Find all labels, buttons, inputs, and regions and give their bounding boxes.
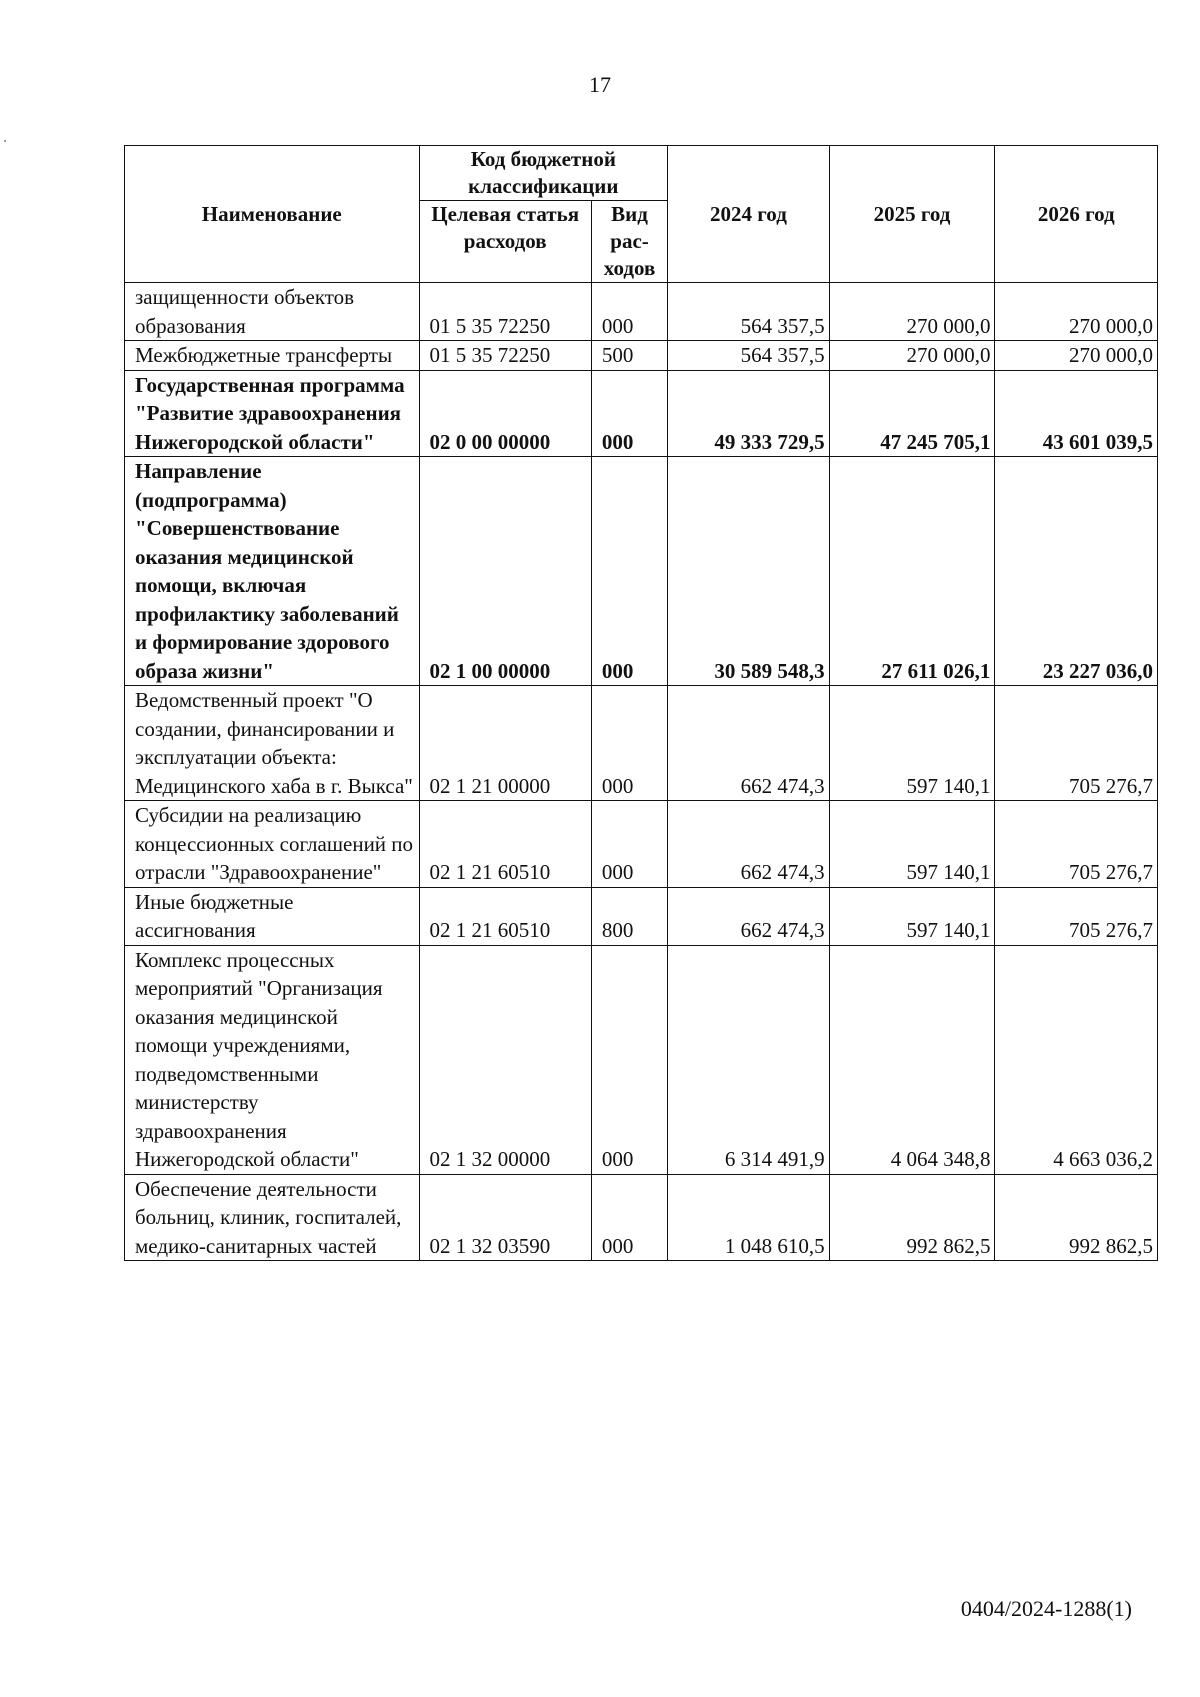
- row-code-cell: 02 1 00 00000: [419, 457, 591, 686]
- table-row: [125, 457, 1158, 686]
- row-2026-cell: 705 276,7: [995, 686, 1158, 801]
- row-2026-cell: 270 000,0: [995, 341, 1158, 371]
- header-name: Наименование: [125, 146, 420, 283]
- header-expense-kind: Вид рас-ходов: [591, 201, 667, 283]
- row-2026-cell: 23 227 036,0: [995, 457, 1158, 686]
- row-name-cell: Государственная программа "Развитие здравоохранения Нижегородской области": [125, 370, 420, 457]
- row-name-cell: Ведомственный проект "О создании, финансировании и эксплуатации объекта: Медицинского хаба в г. Выкса": [125, 686, 420, 801]
- row-kind-cell: 000: [591, 1174, 667, 1261]
- row-2025-cell: 4 064 348,8: [829, 945, 995, 1174]
- row-name-cell: Субсидии на реализацию концессионных соглашений по отрасли "Здравоохранение": [125, 801, 420, 888]
- page-number: 17: [589, 72, 611, 97]
- row-name-cell: Обеспечение деятельности больниц, клиник, госпиталей, медико-санитарных частей: [125, 1174, 420, 1261]
- row-2024-cell: 662 474,3: [668, 801, 829, 888]
- row-code-cell: 02 1 21 60510: [419, 887, 591, 945]
- row-kind-cell: 000: [591, 283, 667, 341]
- table-row: [125, 283, 1158, 341]
- row-kind-cell: 800: [591, 887, 667, 945]
- table-row: [125, 887, 1158, 945]
- budget-table: [124, 145, 1158, 1261]
- row-2024-cell: 30 589 548,3: [668, 457, 829, 686]
- table-row: [125, 945, 1158, 1174]
- row-code-cell: 01 5 35 72250: [419, 341, 591, 371]
- row-code-cell: 01 5 35 72250: [419, 283, 591, 341]
- row-code-cell: 02 1 32 03590: [419, 1174, 591, 1261]
- header-code-group: Код бюджетной классификации: [419, 146, 668, 201]
- header-2025: 2025 год: [829, 146, 995, 283]
- row-2025-cell: 992 862,5: [829, 1174, 995, 1261]
- row-kind-cell: 500: [591, 341, 667, 371]
- row-kind-cell: 000: [591, 801, 667, 888]
- row-name-cell: Направление (подпрограмма) "Совершенствование оказания медицинской помощи, включая профилактику заболеваний и формирование здорового образа жизни": [125, 457, 420, 686]
- header-target-article: Целевая статья расходов: [419, 201, 591, 283]
- table-row: [125, 1174, 1158, 1261]
- row-code-cell: 02 1 21 60510: [419, 801, 591, 888]
- row-name-cell: Комплекс процессных мероприятий "Организация оказания медицинской помощи учреждениями, подведомственными министерству здравоохранения Нижегородской области": [125, 945, 420, 1174]
- row-2024-cell: 662 474,3: [668, 887, 829, 945]
- row-name-cell: Иные бюджетные ассигнования: [125, 887, 420, 945]
- table-row: [125, 686, 1158, 801]
- row-2024-cell: 662 474,3: [668, 686, 829, 801]
- table-body: [125, 283, 1158, 1261]
- row-name-cell: Межбюджетные трансферты: [125, 341, 420, 371]
- row-2026-cell: 4 663 036,2: [995, 945, 1158, 1174]
- row-kind-cell: 000: [591, 945, 667, 1174]
- document-reference: 0404/2024-1288(1): [960, 1596, 1132, 1621]
- table-row: [125, 370, 1158, 457]
- row-2024-cell: 564 357,5: [668, 341, 829, 371]
- row-name-cell: защищенности объектов образования: [125, 283, 420, 341]
- row-2024-cell: 6 314 491,9: [668, 945, 829, 1174]
- row-kind-cell: 000: [591, 457, 667, 686]
- table-row: [125, 801, 1158, 888]
- row-2026-cell: 992 862,5: [995, 1174, 1158, 1261]
- row-2026-cell: 270 000,0: [995, 283, 1158, 341]
- row-2026-cell: 43 601 039,5: [995, 370, 1158, 457]
- header-2026: 2026 год: [995, 146, 1158, 283]
- row-2025-cell: 597 140,1: [829, 801, 995, 888]
- row-2025-cell: 27 611 026,1: [829, 457, 995, 686]
- row-2024-cell: 49 333 729,5: [668, 370, 829, 457]
- row-2024-cell: 564 357,5: [668, 283, 829, 341]
- row-kind-cell: 000: [591, 370, 667, 457]
- row-kind-cell: 000: [591, 686, 667, 801]
- row-2025-cell: 270 000,0: [829, 283, 995, 341]
- row-2026-cell: 705 276,7: [995, 801, 1158, 888]
- row-2026-cell: 705 276,7: [995, 887, 1158, 945]
- row-code-cell: 02 0 00 00000: [419, 370, 591, 457]
- row-2024-cell: 1 048 610,5: [668, 1174, 829, 1261]
- row-code-cell: 02 1 21 00000: [419, 686, 591, 801]
- scan-artifact: [4, 140, 6, 142]
- header-2024: 2024 год: [668, 146, 829, 283]
- row-code-cell: 02 1 32 00000: [419, 945, 591, 1174]
- table-row: [125, 341, 1158, 371]
- row-2025-cell: 270 000,0: [829, 341, 995, 371]
- row-2025-cell: 597 140,1: [829, 887, 995, 945]
- row-2025-cell: 597 140,1: [829, 686, 995, 801]
- row-2025-cell: 47 245 705,1: [829, 370, 995, 457]
